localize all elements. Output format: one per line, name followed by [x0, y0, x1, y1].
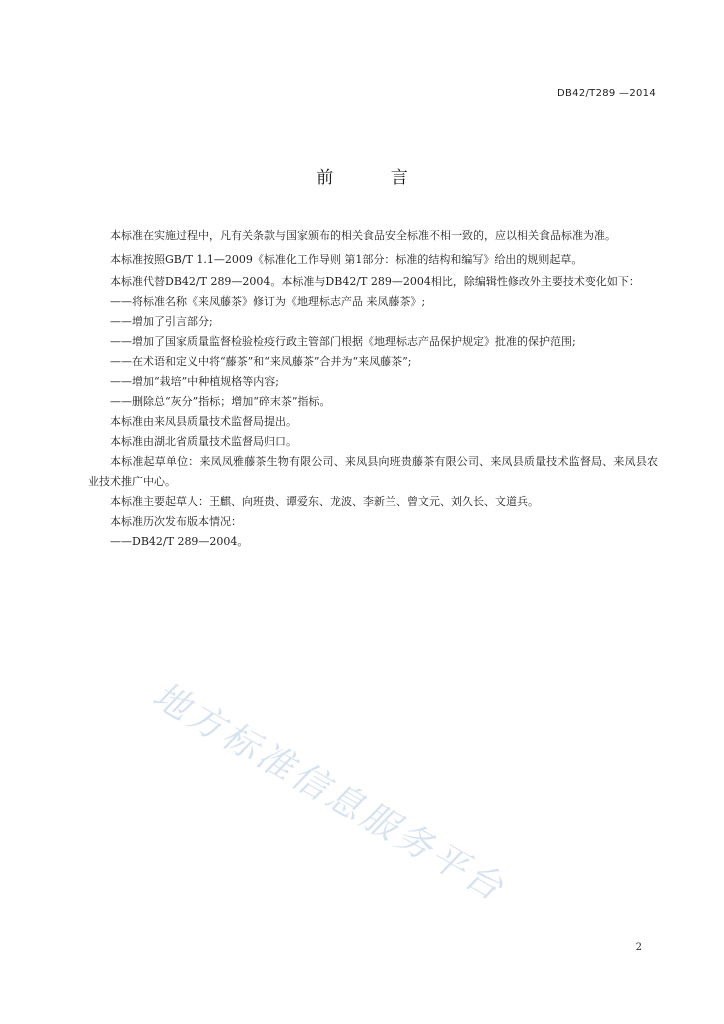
page-number: 2: [635, 942, 642, 953]
page-title: 前 言: [316, 168, 434, 188]
paragraph-history-heading: 本标准历次发布版本情况：: [110, 515, 242, 528]
change-item: ——删除总“灰分”指标；增加“碎末茶”指标。: [110, 395, 331, 408]
change-item: ——增加了引言部分;: [110, 315, 213, 328]
change-item: ——将标准名称《来凤藤茶》修订为《地理标志产品 来凤藤茶》;: [110, 295, 426, 308]
foreword-body: [88, 226, 658, 552]
paragraph-drafters: 本标准主要起草人：王麒、向班贵、谭爱东、龙波、李新兰、曾文元、刘久长、文道兵。: [110, 495, 539, 508]
paragraph-drafting-rules: 本标准按照GB/T 1.1—2009《标准化工作导则 第1部分：标准的结构和编写》给出的规则起草。: [110, 253, 583, 266]
standard-code: DB42/T289 —2014: [557, 88, 656, 99]
paragraph-centralized: 本标准由湖北省质量技术监督局归口。: [110, 435, 297, 448]
change-item: ——增加“栽培”中种植规格等内容;: [110, 375, 279, 388]
paragraph-food-safety: 本标准在实施过程中，凡有关条款与国家颁布的相关食品安全标准不相一致的，应以相关食品标准为准。: [110, 229, 616, 242]
paragraph-drafting-units: 本标准起草单位：来凤凤雅藤茶生物有限公司、来凤县向班贵藤茶有限公司、来凤县质量技术监督局、来凤县农业技术推广中心。: [88, 455, 658, 488]
change-item: ——在术语和定义中将“藤茶”和“来凤藤茶”合并为“来凤藤茶”;: [110, 355, 412, 368]
header-rule: [88, 106, 656, 107]
paragraph-replaces: 本标准代替DB42/T 289—2004。本标准与DB42/T 289—2004相比，除编辑性修改外主要技术变化如下：: [110, 275, 640, 288]
watermark: 地方标准信息服务平台: [145, 674, 513, 911]
change-item: ——增加了国家质量监督检验检疫行政主管部门根据《地理标志产品保护规定》批准的保护范围;: [110, 335, 576, 348]
history-item: ——DB42/T 289—2004。: [110, 535, 249, 548]
paragraph-proposer: 本标准由来凤县质量技术监督局提出。: [110, 415, 297, 428]
